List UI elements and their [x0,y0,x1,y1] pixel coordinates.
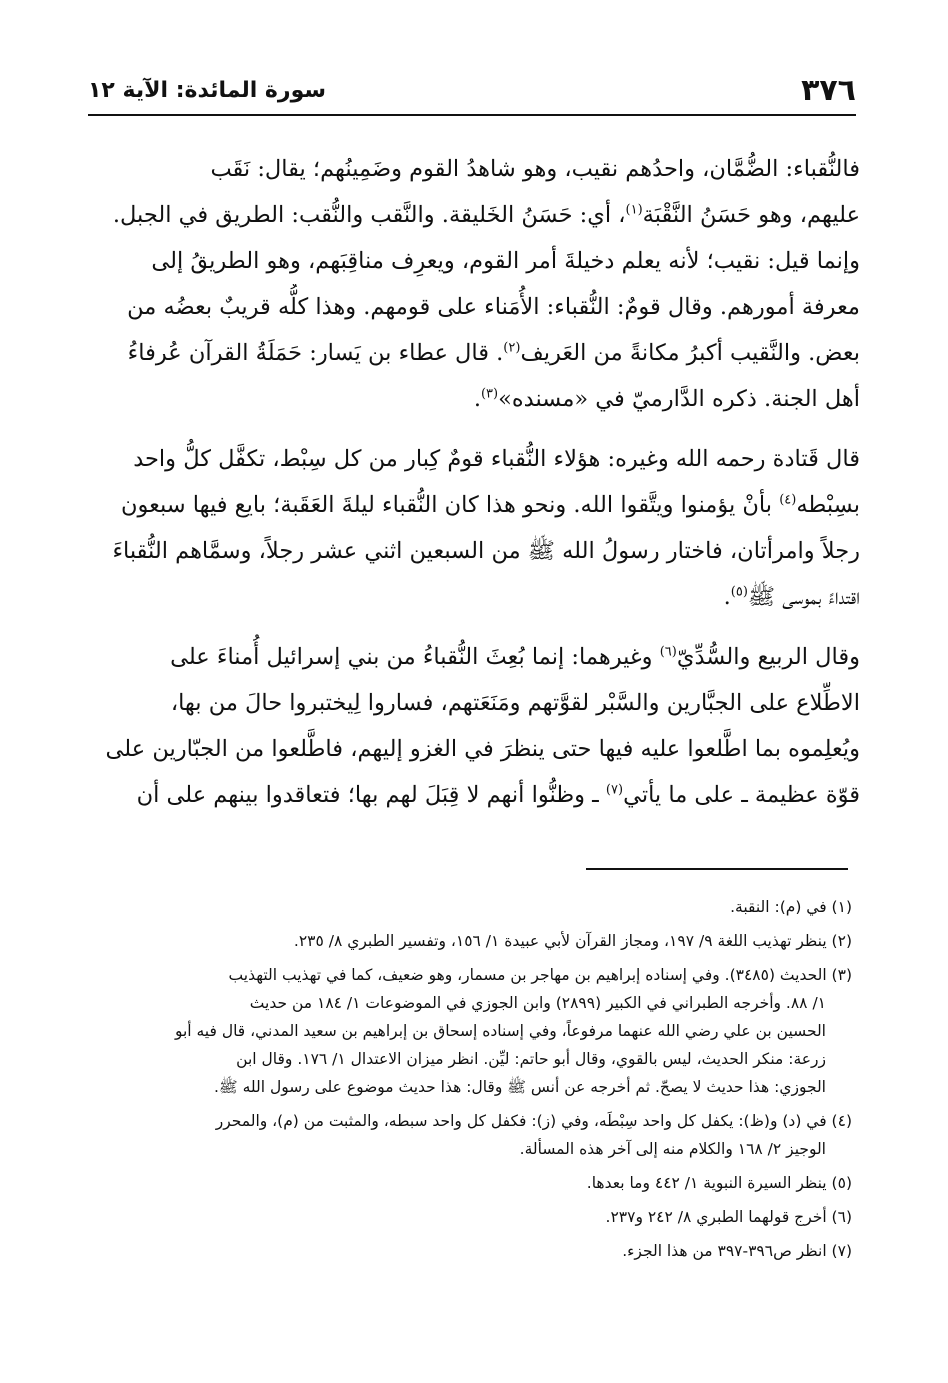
footnote-ref: (٧) [605,782,624,798]
running-head: سورة المائدة: الآية ١٢ [88,78,327,103]
footnote-1: (١) في (م): النقبة. [730,898,852,916]
paragraph-nuqaba-definition: فالنُّقباء: الضُّمَّان، واحدُهم نقيب، وهو شاهدُ القوم وضَمِينُهم؛ يقال: نَقَب عليهم، وهو حَسَنُ النَّقْبَة$^{(١)}$، أي: حَسَنُ الخَليقة. والنَّقب والنُّقب: الطريق في الجبل. وإنما قيل: نقيب؛ لأنه يعلم دخيلةَ أمر القوم، ويعرِف مناقِبَهم، وهو الطريقُ إلى معرفة أمورهم. وقال قومٌ: النُّقباء: الأُمَناء على قومهم. وهذا كلُّه قريبٌ بعضُه من بعض. والنَّقيب أكبرُ مكانةً من العَريف$^{(٢)}$. قال عطاء بن يَسار: حَمَلَةُ القرآن عُرفاءُ أهل الجنة. ذكره الدَّارميّ في «مسنده»$^{(٣)}$. [112,156,860,412]
footnote-7: (٧) انظر ص٣٩٦-٣٩٧ من هذا الجزء. [622,1242,852,1260]
footnote-3: (٣) الحديث (٣٤٨٥). وفي إسناده إبراهيم بن مهاجر بن مسمار، وهو ضعيف، كما في تهذيب التهذيب ١/ ٨٨. وأخرجه الطبراني في الكبير (٢٨٩٩) وابن الجوزي في الموضوعات ١/ ١٨٤ من حديث الحسين بن علي رضي الله عنهما مرفوعاً، وفي إسناده إسحاق بن إبراهيم بن سعيد المدني، قال فيه أبو زرعة: منكر الحديث، ليس بالقوي، وقال أبو حاتم: ليِّن. انظر ميزان الاعتدال ١/ ١٧٦. وقال ابن الجوزي: هذا حديث لا يصحّ. ثم أخرجه عن أنس ﷺ وقال: هذا حديث موضوع على رسول الله ﷺ. [174,966,852,1096]
footnote-4: (٤) في (د) و(ظ): يكفل كل واحد سِبْطَه، وفي (ز): فكفل كل واحد سبطه، والمثبت من (م)، والمحرر الوجيز ٢/ ١٦٨ والكلام منه إلى آخر هذه المسألة. [215,1112,852,1158]
footnote-ref: (٤) [779,492,797,508]
footnote-ref: (٦) [659,644,677,660]
footnote-ref: (١) [625,202,643,218]
footnotes [82,893,852,1271]
main-text [72,146,860,832]
footnote-ref: (٢) [503,340,521,356]
paragraph-qatada: قال قَتادة رحمه الله وغيره: هؤلاء النُّقباء قومٌ كِبار من كل سِبْط، تكفَّل كلُّ واحد بسِبْطه$^{(٤)}$ بأنْ يؤمنوا ويتَّقوا الله. ونحو هذا كان النُّقباء ليلةَ العَقَبة؛ بايع فيها سبعون رجلاً وامرأتان، فاختار رسولُ الله ﷺ من السبعين اثني عشر رجلاً، وسمَّاهم النُّقباءَ اقتداءً بموسى ﷺ$^{(٥)}$. [112,446,860,610]
footnote-2: (٢) ينظر تهذيب اللغة ٩/ ١٩٧، ومجاز القرآن لأبي عبيدة ١/ ١٥٦، وتفسير الطبري ٨/ ٢٣٥. [293,932,852,950]
page-header [88,62,856,106]
header-rule [88,114,856,116]
footnote-ref: (٣) [480,386,499,402]
footnote-5: (٥) ينظر السيرة النبوية ١/ ٤٤٢ وما بعدها. [586,1174,852,1192]
footnote-ref: (٥) [730,584,748,600]
footnote-6: (٦) أخرج قولهما الطبري ٨/ ٢٤٢ و٢٣٧. [605,1208,852,1226]
paragraph-rabi-suddi: وقال الربيع والسُّدِّيّ$^{(٦)}$ وغيرهما: إنما بُعِثَ النُّقباءُ من بني إسرائيل أُمناءَ على الاطِّلاع على الجبَّارين والسَّبْر لقوَّتهم ومَنَعَتهم، فساروا لِيختبروا حالَ من بها، ويُعلِموه بما اطَّلعوا عليه فيها حتى ينظرَ في الغزو إليهم، فاطَّلعوا من الجبّارين على قوّة عظيمة ـ على ما يأتي$^{(٧)}$ ـ وظنُّوا أنهم لا قِبَلَ لهم بها؛ فتعاقدوا بينهم على أن [105,644,860,808]
footnote-separator [586,868,848,870]
page-number: ٣٧٦ [801,73,856,108]
